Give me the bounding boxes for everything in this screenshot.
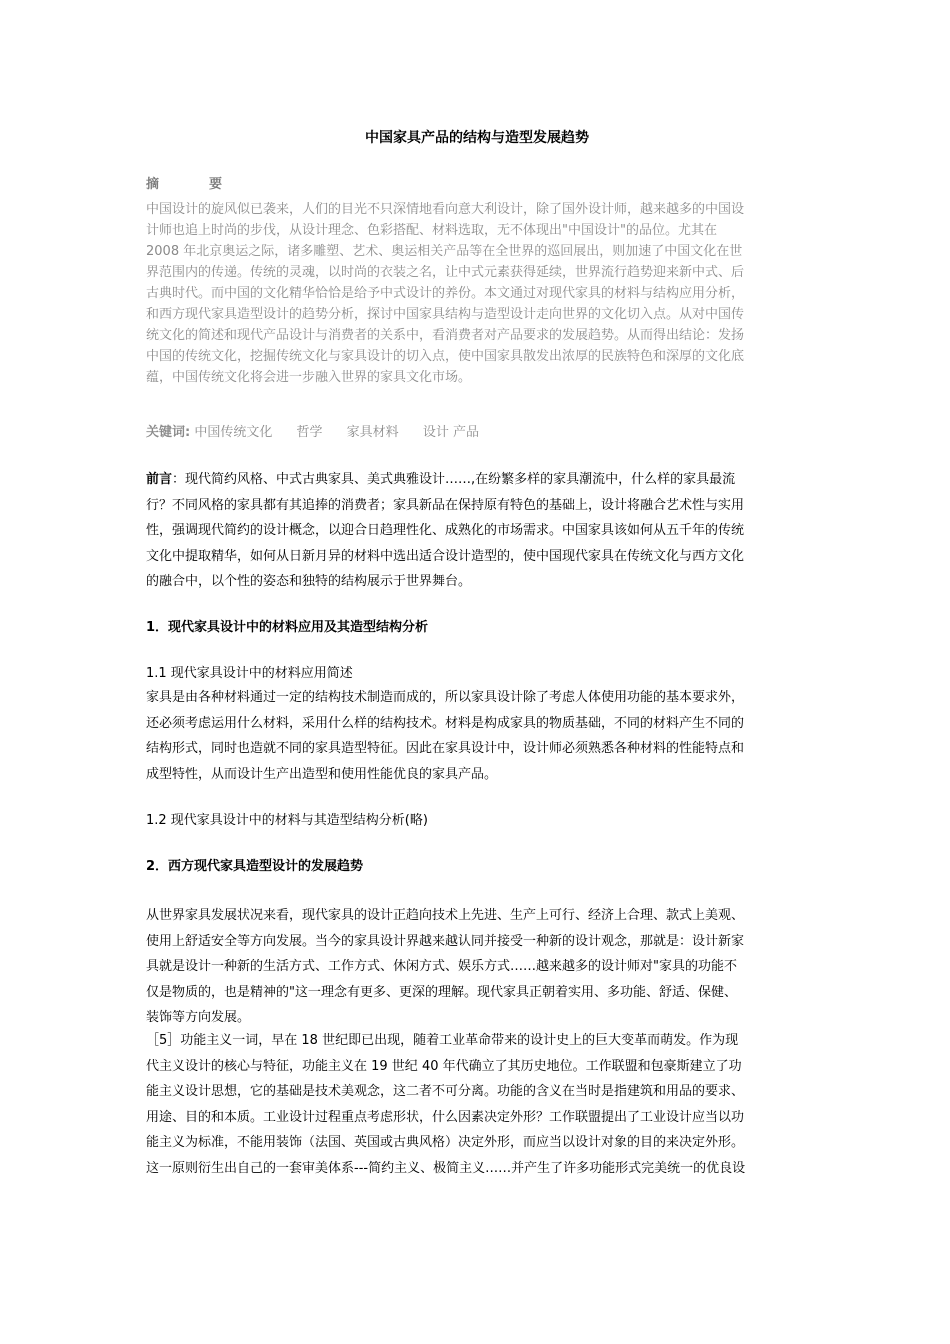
abstract-line: 和西方现代家具造型设计的趋势分析，探讨中国家具结构与造型设计走向世界的文化切入点。从对中国传 bbox=[146, 307, 745, 322]
section-1-heading: 1．现代家具设计中的材料应用及其造型结构分析 bbox=[146, 620, 429, 635]
abstract-heading-left: 摘 bbox=[146, 177, 160, 192]
preface-label: 前言 bbox=[146, 472, 173, 487]
section-1-1-line: 结构形式，同时也造就不同的家具造型特征。因此在家具设计中，设计师必须熟悉各种材料的性能特点和 bbox=[146, 741, 745, 756]
keyword-item: 设计 产品 bbox=[422, 425, 479, 440]
section-2-line: 从世界家具发展状况来看，现代家具的设计正趋向技术上先进、生产上可行、经济上合理、款式上美观、 bbox=[146, 908, 745, 923]
abstract-line: 计师也追上时尚的步伐，从设计理念、色彩搭配、材料选取，无不体现出"中国设计"的品位。尤其在 bbox=[146, 223, 717, 238]
section-2-line: 这一原则衍生出自己的一套审美体系---简约主义、极简主义……并产生了许多功能形式完美统一的优良设 bbox=[146, 1160, 746, 1176]
preface bbox=[146, 467, 808, 595]
abstract-line: 中国的传统文化，挖掘传统文化与家具设计的切入点，使中国家具散发出浓厚的民族特色和深厚的文化底 bbox=[146, 349, 745, 364]
section-1-1-line: 家具是由各种材料通过一定的结构技术制造而成的，所以家具设计除了考虑人体使用功能的基本要求外， bbox=[146, 690, 745, 705]
preface-line: 行？不同风格的家具都有其追捧的消费者；家具新品在保持原有特色的基础上，设计将融合艺术性与实用 bbox=[146, 497, 745, 513]
abstract-line: 蕴，中国传统文化将会进一步融入世界的家具文化市场。 bbox=[146, 370, 472, 385]
section-1-1-line: 还必须考虑运用什么材料，采用什么样的结构技术。材料是构成家具的物质基础，不同的材料产生不同的 bbox=[146, 715, 745, 731]
abstract-body bbox=[146, 199, 808, 388]
keyword-item: 家具材料 bbox=[346, 425, 399, 440]
section-1-1-line: 成型特性，从而设计生产出造型和使用性能优良的家具产品。 bbox=[146, 766, 498, 782]
keywords bbox=[146, 422, 499, 443]
abstract-line: 古典时代。而中国的文化精华恰恰是给予中式设计的养份。本文通过对现代家具的材料与结构应用分析， bbox=[146, 286, 745, 301]
preface-line: 的融合中，以个性的姿态和独特的结构展示于世界舞台。 bbox=[146, 574, 472, 589]
section-2-line: 用途、目的和本质。工业设计过程重点考虑形状，什么因素决定外形？工作联盟提出了工业设计应当以功 bbox=[146, 1109, 745, 1125]
preface-line: 文化中提取精华，如何从日新月异的材料中选出适合设计造型的，使中国现代家具在传统文化与西方文化 bbox=[146, 548, 745, 564]
preface-line: 性，强调现代简约的设计概念，以迎合日趋理性化、成熟化的市场需求。中国家具该如何从五千年的传统 bbox=[146, 523, 745, 538]
section-2-line: 能主义设计思想，它的基础是技术美观念，这二者不可分离。功能的含义在当时是指建筑和用品的要求、 bbox=[146, 1084, 745, 1099]
abstract-line: 2008 年北京奥运之际，诸多雕塑、艺术、奥运相关产品等在全世界的巡回展出，则加速了中国文化在世 bbox=[146, 244, 743, 259]
section-2-line: 能主义为标准，不能用装饰（法国、英国或古典风格）决定外形，而应当以设计对象的目的来决定外形。 bbox=[146, 1135, 745, 1150]
abstract-line: 统文化的简述和现代产品设计与消费者的关系中，看消费者对产品要求的发展趋势。从而得出结论：发扬 bbox=[146, 328, 745, 343]
section-1-1-body bbox=[146, 685, 808, 787]
keywords-label: 关键词: bbox=[146, 425, 191, 440]
section-2-line: 使用上舒适安全等方向发展。当今的家具设计界越来越认同并接受一种新的设计观念，那就是：设计新家 bbox=[146, 933, 745, 949]
keyword-item: 中国传统文化 bbox=[194, 425, 273, 440]
section-1-1-heading: 1.1 现代家具设计中的材料应用简述 bbox=[146, 666, 353, 681]
abstract-line: 界范围内的传递。传统的灵魂，以时尚的衣装之名，让中式元素获得延续，世界流行趋势迎来新中式、后 bbox=[146, 265, 745, 280]
abstract-heading bbox=[146, 176, 222, 194]
preface-first-line bbox=[146, 467, 808, 493]
abstract-line: 中国设计的旋风似已袭来，人们的目光不只深情地看向意大利设计，除了国外设计师，越来越多的中国设 bbox=[146, 202, 745, 217]
abstract-heading-right: 要 bbox=[209, 177, 223, 192]
section-2-line: 代主义设计的核心与特征，功能主义在 19 世纪 40 年代确立了其历史地位。工作联盟和包豪斯建立了功 bbox=[146, 1058, 742, 1074]
keyword-item: 哲学 bbox=[296, 425, 323, 440]
section-2-line: 具就是设计一种新的生活方式、工作方式、休闲方式、娱乐方式……越来越多的设计师对"家具的功能不 bbox=[146, 959, 737, 974]
section-1-2-heading: 1.2 现代家具设计中的材料与其造型结构分析(略) bbox=[146, 813, 428, 828]
section-2-line: 装饰等方向发展。 bbox=[146, 1010, 251, 1025]
document-title: 中国家具产品的结构与造型发展趋势 bbox=[365, 130, 589, 146]
section-2-heading: 2．西方现代家具造型设计的发展趋势 bbox=[146, 859, 364, 874]
preface-first-line-text: ：现代简约风格、中式古典家具、美式典雅设计……,在纷繁多样的家具潮流中，什么样的家具最流 bbox=[172, 472, 736, 487]
section-2-paragraph-1 bbox=[146, 903, 808, 1031]
section-2-line: ［5］功能主义一词，早在 18 世纪即已出现，随着工业革命带来的设计史上的巨大变革而萌发。作为现 bbox=[146, 1033, 739, 1048]
section-2-line: 仅是物质的，也是精神的"这一理念有更多、更深的理解。现代家具正朝着实用、多功能、舒适、保健、 bbox=[146, 984, 737, 1000]
section-2-paragraph-2 bbox=[146, 1028, 808, 1181]
